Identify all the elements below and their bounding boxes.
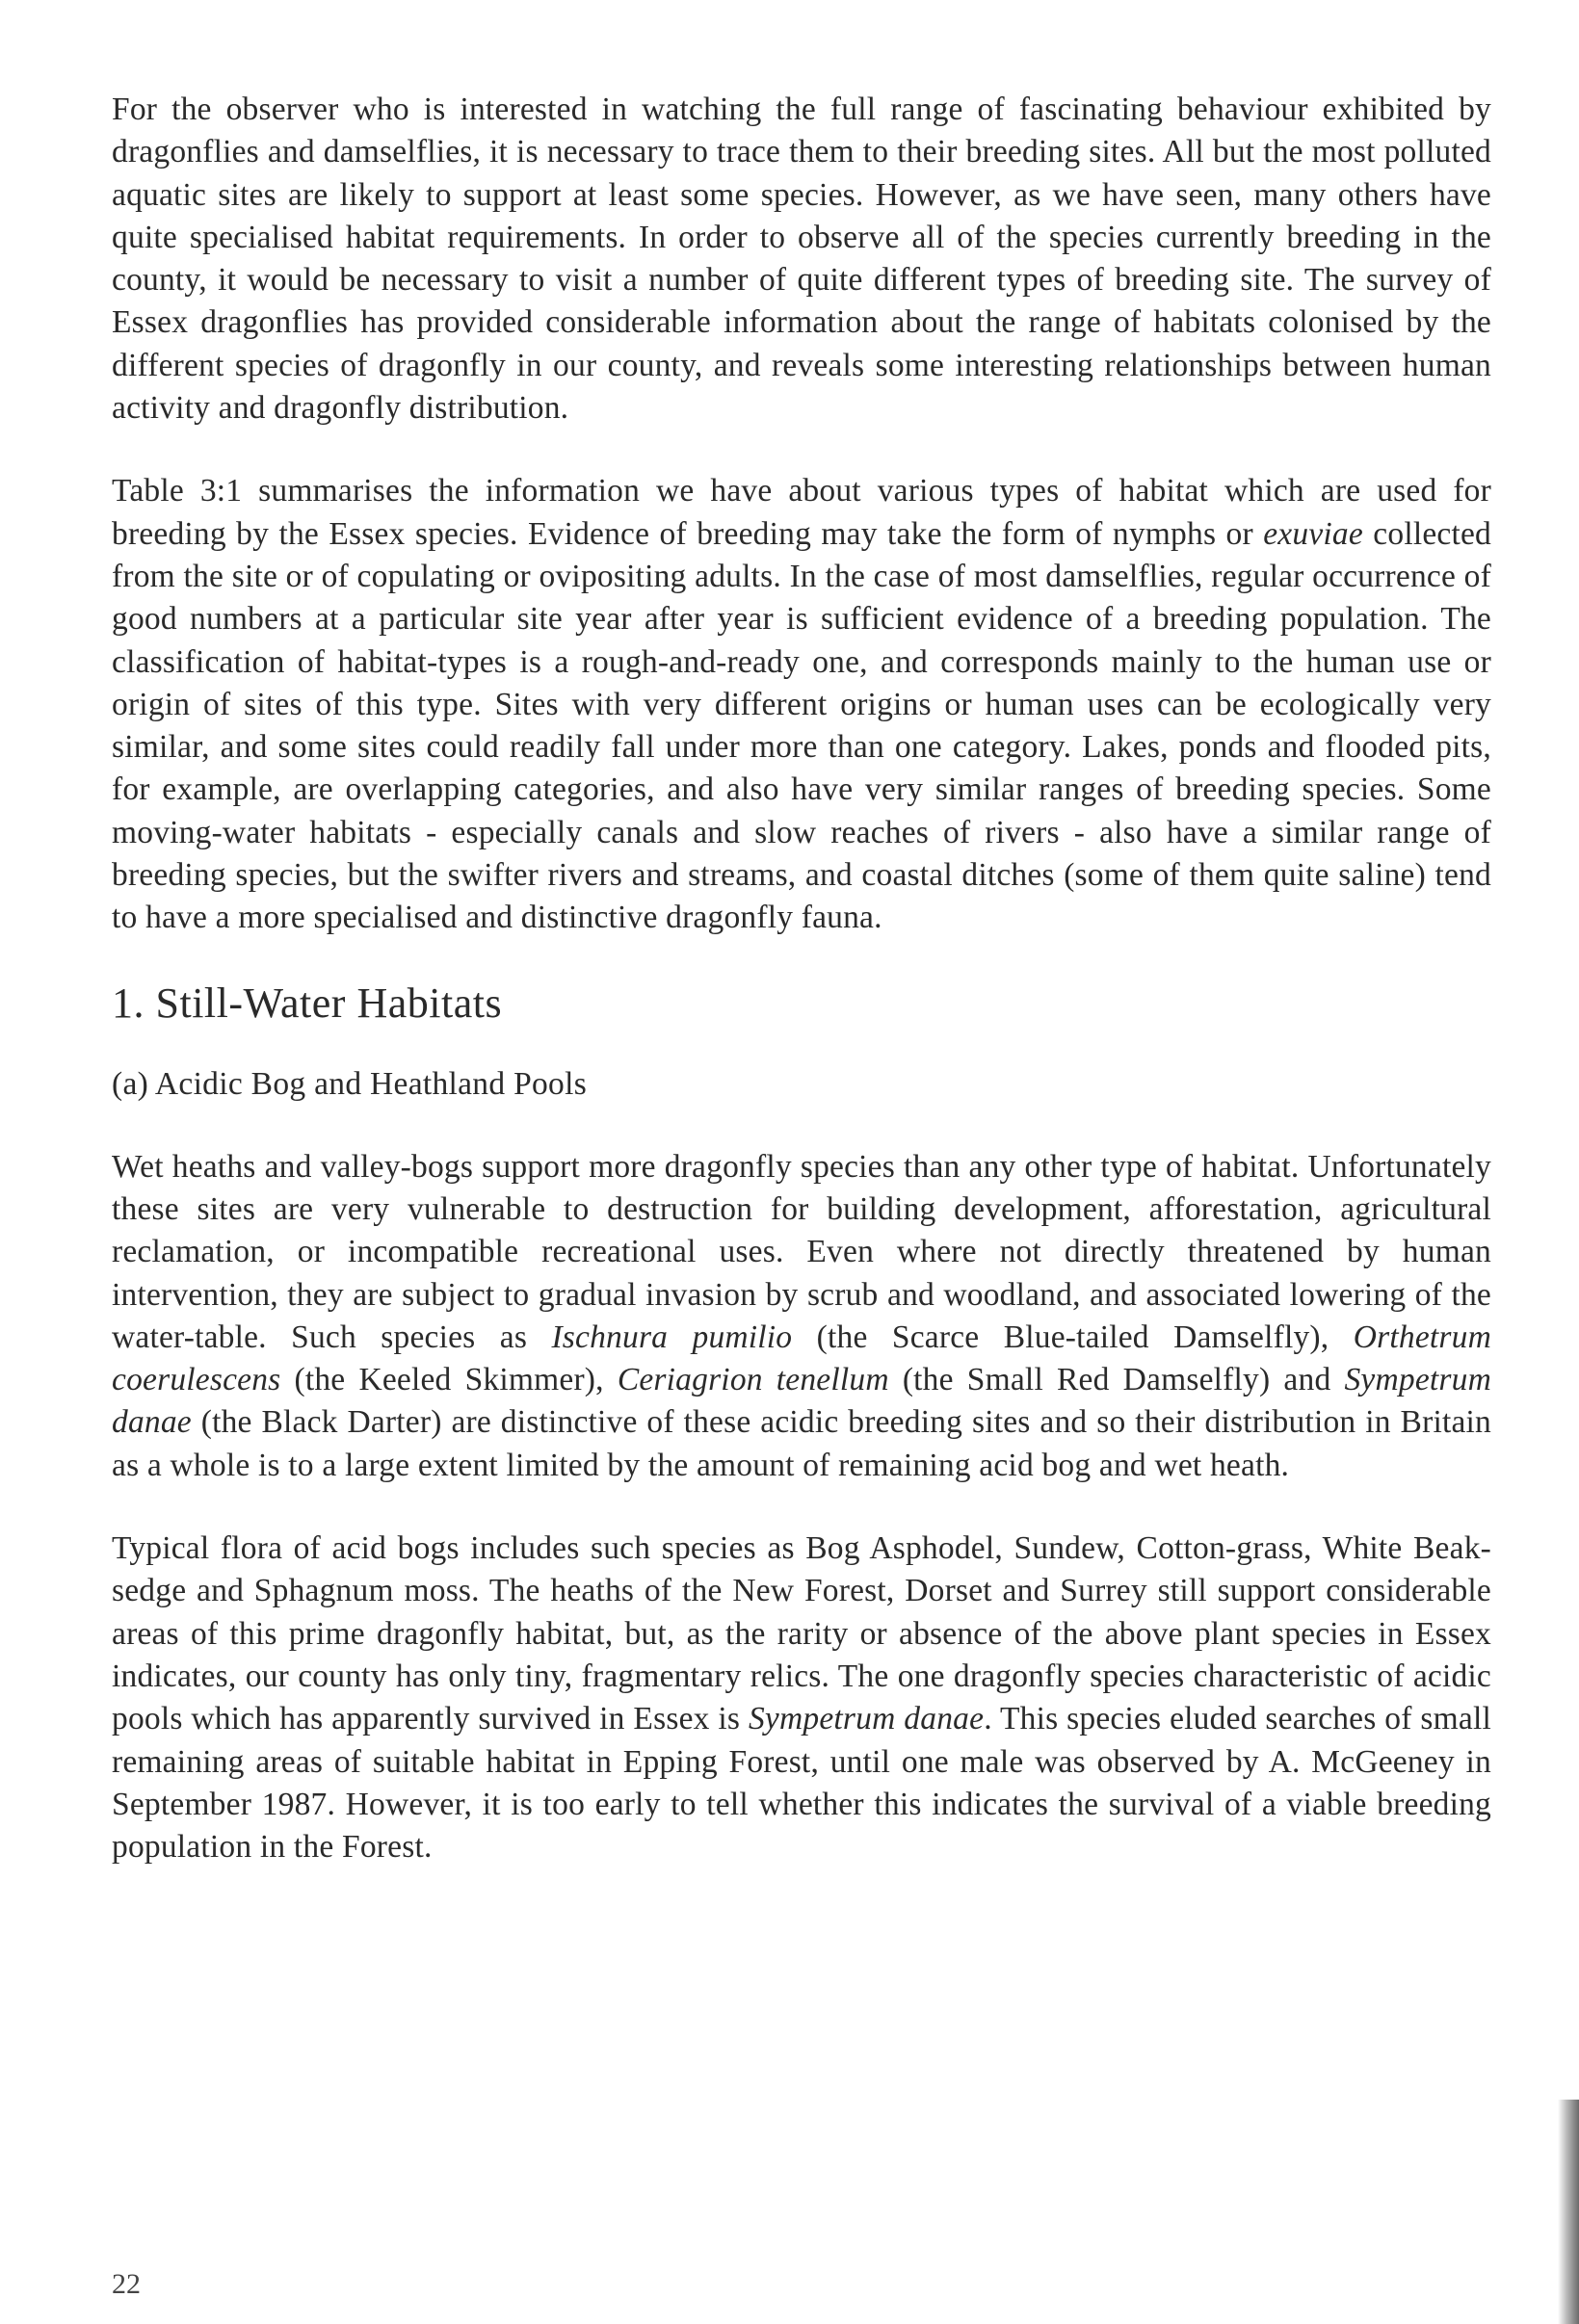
species-name: Ceriagrion tenellum — [617, 1362, 889, 1398]
paragraph-text: (the Small Red Damselfly) and — [888, 1362, 1345, 1398]
paragraph-intro-text: For the observer who is interested in watching the full range of fascinating behaviour exhibited by dragonflies and damselflies, it is necessary to trace them to their breeding sites. All but the most polluted aquatic sites are likely to support at least some species. However, as we have seen, many others have quite specialised habitat requirements. In order to observe all of the species currently breeding in the county, it would be necessary to visit a number of quite different types of breeding site. The survey of Essex dragonflies has provided considerable information about the range of habitats colonised by the different species of dragonfly in our county, and reveals some interesting relationships between human activity and dragonfly distribution. — [112, 91, 1491, 427]
species-name: Orthetrum coerulescens — [112, 1319, 1491, 1398]
paragraph-text: (the Black Darter) are distinctive of these acidic breeding sites and so their distribution in Britain as a whole is to a large extent limited by the amount of remaining acid bog and wet heath. — [112, 1404, 1491, 1483]
paragraph-text: Table 3:1 summarises the information we have about various types of habitat which are used for breeding by the Essex species. Evidence of breeding may take the form of nymphs or — [112, 473, 1491, 552]
page-number: 22 — [112, 2268, 141, 2300]
paragraph-text: collected from the site or of copulating or ovipositing adults. In the case of most damselflies, regular occurrence of good numbers at a particular site year after year is sufficient evidence of a breeding population. The classification of habitat-types is a rough-and-ready one, and corresponds mainly to the human use or origin of sites of this type. Sites with very different origins or human uses can be ecologically very similar, and some sites could readily fall under more than one category. Lakes, ponds and flooded pits, for example, are overlapping categories, and also have very similar ranges of breeding species. Some moving-water habitats - especially canals and slow reaches of rivers - also have a similar range of breeding species, but the swifter rivers and streams, and coastal ditches (some of them quite saline) tend to have a more specialised and distinctive dragonfly fauna. — [112, 515, 1491, 936]
paragraph-intro — [112, 89, 1491, 430]
species-name: Sympetrum danae — [748, 1701, 985, 1737]
paragraph-table-summary — [112, 470, 1491, 939]
paragraph-text: Wet heaths and valley-bogs support more dragonfly species than any other type of habitat. Unfortunately these sites are very vulnerable to destruction for building development, afforestation, agricultural reclamation, or incompatible recreational uses. Even where not directly threatened by human intervention, they are subject to gradual invasion by scrub and woodland, and associated lowering of the water-table. Such species as — [112, 1148, 1491, 1355]
section-heading: 1. Still-Water Habitats — [112, 979, 503, 1027]
binding-edge-shadow — [1558, 2100, 1579, 2324]
paragraph-text: (the Scarce Blue-tailed Damselfly), — [792, 1319, 1354, 1355]
paragraph-text: . This species eluded searches of small remaining areas of suitable habitat in Epping Forest, until one male was observed by A. McGeeney in September 1987. However, it is too early to tell whether this indicates the survival of a viable breeding population in the Forest. — [112, 1701, 1491, 1866]
species-name: Sympetrum danae — [112, 1362, 1491, 1441]
sub-heading: (a) Acidic Bog and Heathland Pools — [112, 1065, 588, 1102]
species-name: Ischnura pumilio — [551, 1319, 793, 1355]
paragraph-text: Typical flora of acid bogs includes such species as Bog Asphodel, Sundew, Cotton-grass, White Beak-sedge and Sphagnum moss. The heaths of the New Forest, Dorset and Surrey still support considerable areas of this prime dragonfly habitat, but, as the rarity or absence of the above plant species in Essex indicates, our county has only tiny, fragmentary relics. The one dragonfly species characteristic of acidic pools which has apparently survived in Essex is — [112, 1530, 1491, 1737]
paragraph-bog-habitat — [112, 1146, 1491, 1487]
italic-term: exuviae — [1263, 515, 1363, 552]
paragraph-text: (the Keeled Skimmer), — [280, 1362, 618, 1398]
page-content — [112, 89, 1491, 1868]
paragraph-flora — [112, 1528, 1491, 1868]
